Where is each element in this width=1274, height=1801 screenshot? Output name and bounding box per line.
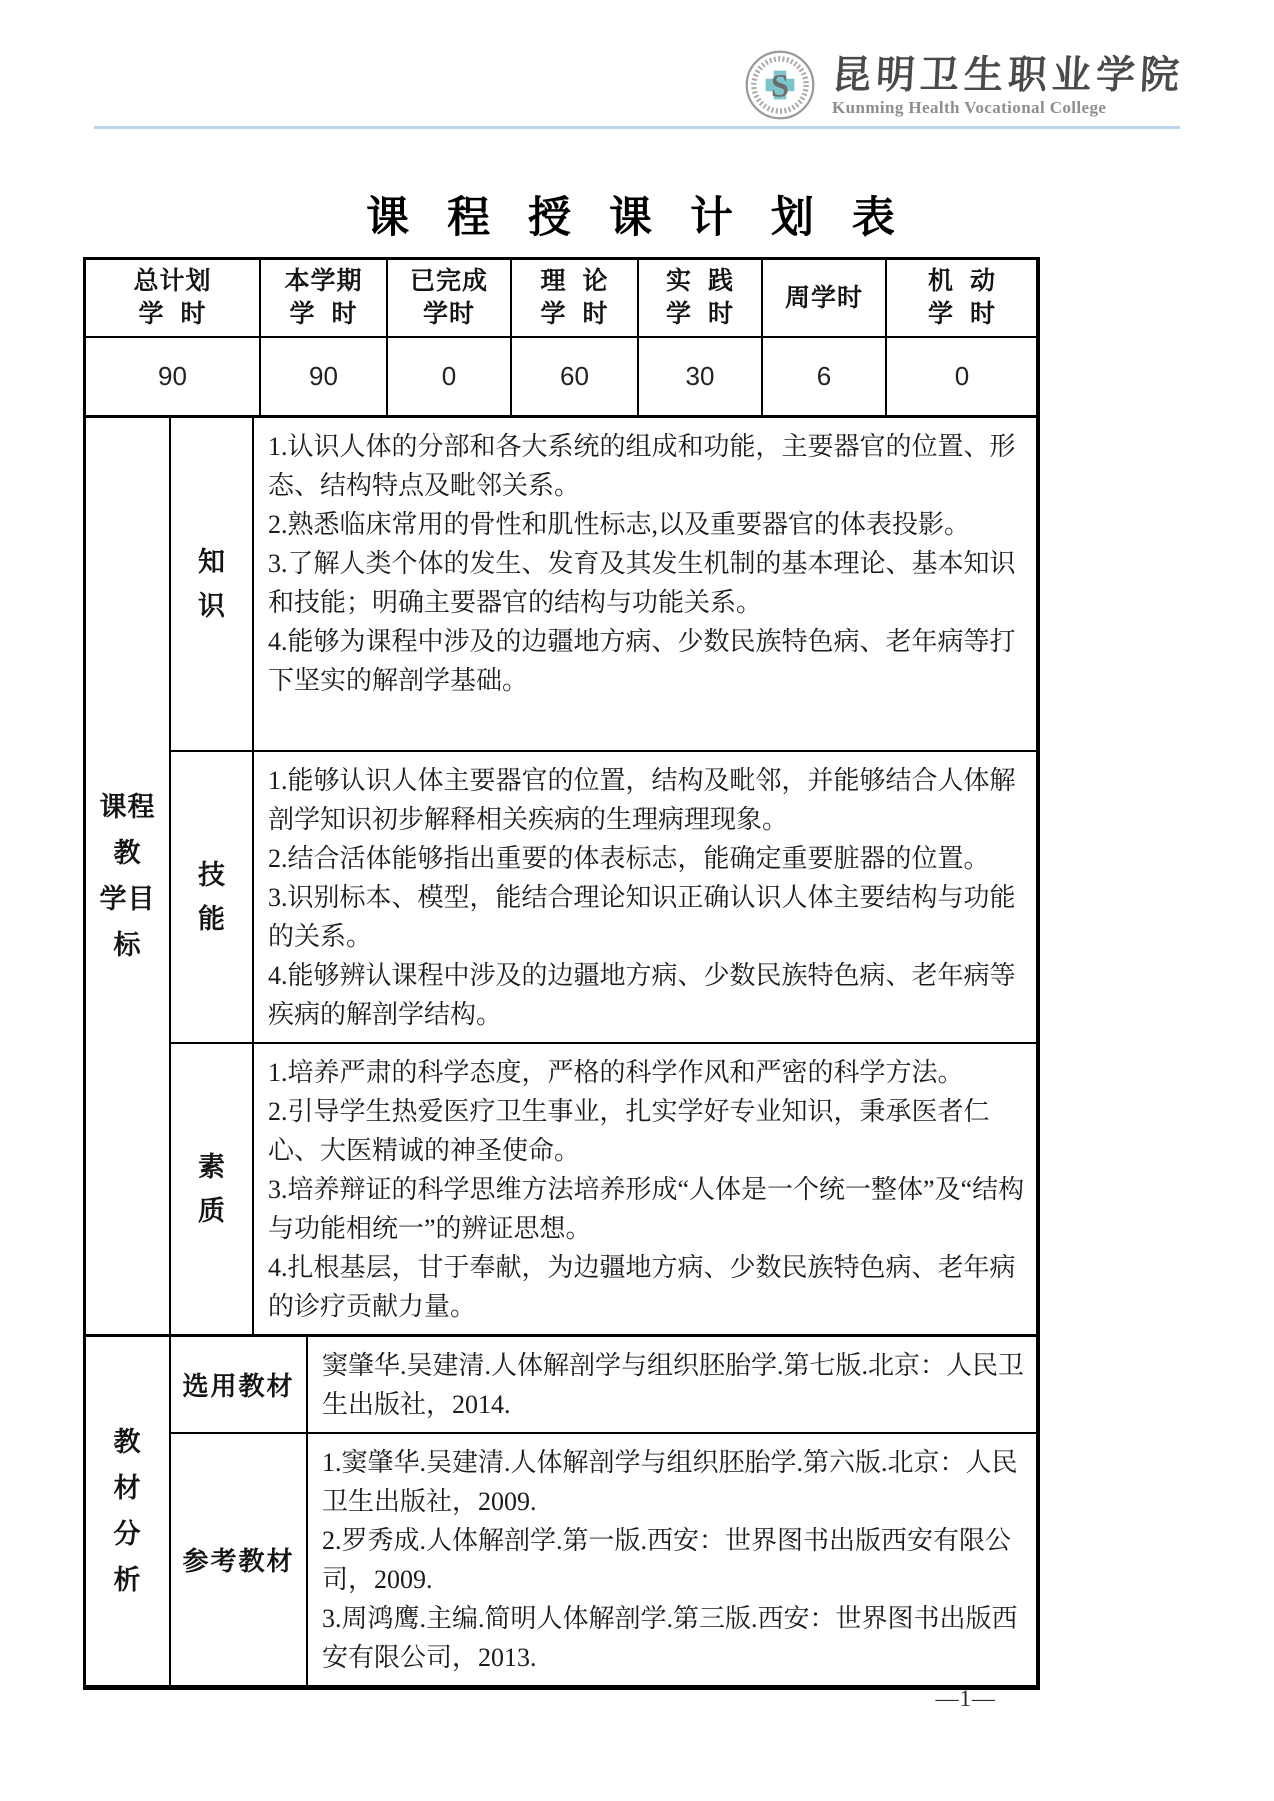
college-name-en: Kunming Health Vocational College: [831, 97, 1107, 117]
objective-item: 3.了解人类个体的发生、发育及其发生机制的基本理论、基本知识和技能；明确主要器官的结构与功能关系。: [268, 549, 1016, 617]
objective-item: 1.能够认识人体主要器官的位置，结构及毗邻，并能够结合人体解剖学知识初步解释相关疾病的生理病理现象。: [268, 766, 1016, 834]
objectives-quality-row: [171, 1044, 1036, 1334]
header-line: 学 时: [138, 300, 207, 328]
hours-value-total-plan: 90: [86, 338, 261, 418]
label-char: 质: [198, 1196, 225, 1226]
objective-item: 2.结合活体能够指出重要的体表标志，能确定重要脏器的位置。: [268, 844, 990, 873]
college-brand: [0, 48, 1184, 122]
page-number: —1—: [935, 1686, 996, 1711]
skill-content: [254, 752, 1036, 1042]
objectives-section: [86, 418, 1036, 1337]
label-char: 素: [198, 1152, 225, 1182]
header-line: 机 动: [928, 267, 996, 295]
header-line: 学 时: [666, 300, 734, 328]
objective-item: 4.扎根基层，甘于奉献，为边疆地方病、少数民族特色病、老年病的诊疗贡献力量。: [268, 1253, 1016, 1321]
objective-item: 3.培养辩证的科学思维方法培养形成“人体是一个统一整体”及“结构与功能相统一”的辨证思想。: [268, 1175, 1025, 1243]
hours-value-this-semester: 90: [261, 338, 388, 418]
objective-item: 4.能够为课程中涉及的边疆地方病、少数民族特色病、老年病等打下坚实的解剖学基础。: [268, 627, 1016, 695]
objective-item: 2.熟悉临床常用的骨性和肌性标志,以及重要器官的体表投影。: [268, 510, 971, 539]
textbook-item: 3.周鸿鹰.主编.简明人体解剖学.第三版.西安：世界图书出版西安有限公司，2013.: [322, 1604, 1018, 1672]
hours-header-completed: [388, 260, 512, 338]
row-label-char: 分: [113, 1519, 142, 1549]
hours-header-this-semester: [261, 260, 388, 338]
hours-value-practice: 30: [639, 338, 763, 418]
reference-textbook-label: 参考教材: [171, 1434, 308, 1685]
hours-header-total-plan: [86, 260, 261, 338]
page-header: [0, 0, 1274, 129]
hours-summary-grid: [86, 260, 1036, 418]
reference-textbook-row: [171, 1434, 1036, 1685]
header-line: 学时: [422, 300, 475, 328]
objectives-row-label: [86, 418, 171, 1334]
header-line: 本学期: [284, 267, 363, 295]
document-title: 课 程 授 课 计 划 表: [366, 194, 908, 242]
objective-item: 4.能够辨认课程中涉及的边疆地方病、少数民族特色病、老年病等疾病的解剖学结构。: [268, 961, 1016, 1029]
label-char: 知: [198, 547, 225, 577]
quality-content: [254, 1044, 1036, 1334]
objective-item: 1.认识人体的分部和各大系统的组成和功能，主要器官的位置、形态、结构特点及毗邻关系。: [268, 432, 1016, 500]
objectives-knowledge-row: [171, 418, 1036, 752]
quality-label: [171, 1044, 254, 1334]
hours-header-theory: [512, 260, 639, 338]
textbook-item: 窦肇华.吴建清.人体解剖学与组织胚胎学.第七版.北京：人民卫生出版社，2014.: [322, 1351, 1025, 1419]
label-char: 技: [198, 860, 225, 890]
objectives-rows: [171, 418, 1036, 1334]
course-plan-table: [83, 257, 1040, 1690]
college-seal-icon: [744, 49, 816, 121]
header-line: 学 时: [540, 300, 609, 328]
row-label-char: 析: [113, 1565, 142, 1595]
hours-header-flexible: [887, 260, 1037, 338]
materials-section: [86, 1337, 1036, 1685]
objectives-skill-row: [171, 752, 1036, 1044]
objective-item: 3.识别标本、模型，能结合理论知识正确认识人体主要结构与功能的关系。: [268, 883, 1016, 951]
header-line: 周学时: [784, 283, 863, 312]
hours-value-flexible: 0: [887, 338, 1037, 418]
knowledge-label: [171, 418, 254, 750]
selected-textbook-label: 选用教材: [171, 1337, 308, 1432]
header-divider: [94, 126, 1180, 129]
header-line: 已完成: [409, 267, 488, 295]
hours-header-practice: [639, 260, 763, 338]
header-line: 学 时: [289, 300, 358, 328]
objective-item: 2.引导学生热爱医疗卫生事业，扎实学好专业知识，秉承医者仁心、大医精诚的神圣使命。: [268, 1097, 990, 1165]
header-line: 理 论: [540, 267, 609, 295]
selected-textbook-content: [308, 1337, 1036, 1432]
college-name-zh: 昆明卫生职业学院: [830, 51, 1186, 98]
textbook-item: 1.窦肇华.吴建清.人体解剖学与组织胚胎学.第六版.北京：人民卫生出版社，2009.: [322, 1448, 1018, 1516]
hours-value-theory: 60: [512, 338, 639, 418]
materials-row-label: [86, 1337, 171, 1685]
header-line: 实 践: [666, 267, 734, 295]
label-char: 能: [198, 904, 225, 934]
row-label-line: 学目标: [99, 884, 156, 960]
skill-label: [171, 752, 254, 1042]
header-line: 学 时: [928, 300, 996, 328]
label-char: 识: [198, 591, 225, 621]
selected-textbook-row: [171, 1337, 1036, 1434]
college-names: [832, 53, 1184, 118]
hours-header-weekly: [763, 260, 887, 338]
materials-rows: [171, 1337, 1036, 1685]
hours-value-completed: 0: [388, 338, 512, 418]
row-label-line: 课程教: [99, 792, 156, 868]
objective-item: 1.培养严肃的科学态度，严格的科学作风和严密的科学方法。: [268, 1058, 964, 1087]
row-label-char: 材: [113, 1473, 142, 1503]
header-line: 总计划: [133, 267, 212, 295]
reference-textbook-content: [308, 1434, 1036, 1685]
knowledge-content: [254, 418, 1036, 750]
hours-value-weekly: 6: [763, 338, 887, 418]
row-label-char: 教: [113, 1427, 142, 1457]
textbook-item: 2.罗秀成.人体解剖学.第一版.西安：世界图书出版西安有限公司，2009.: [322, 1526, 1012, 1594]
svg-text:S: S: [770, 68, 789, 105]
